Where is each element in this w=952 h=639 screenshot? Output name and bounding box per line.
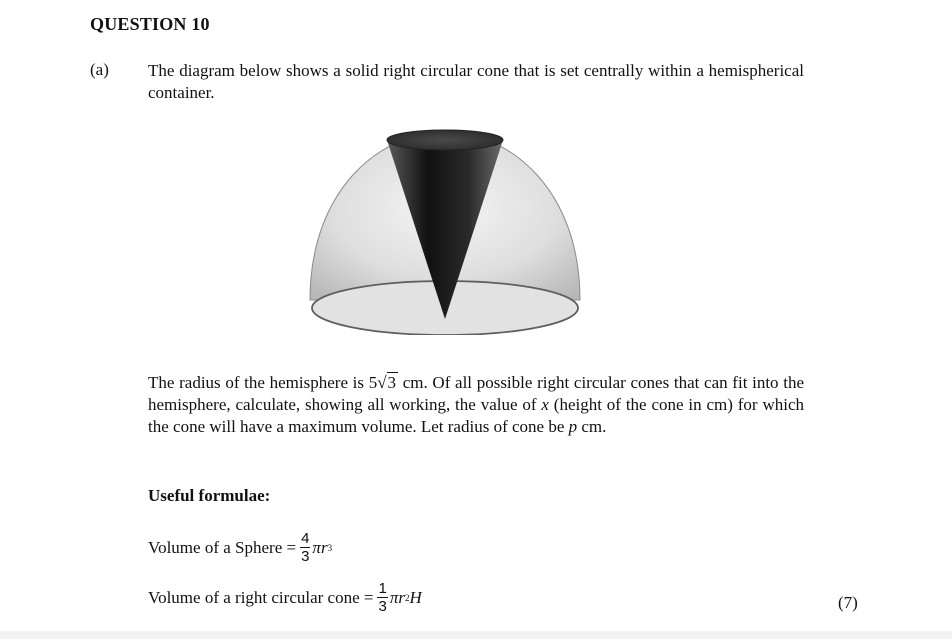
part-label: (a) (90, 60, 109, 79)
cone-height-var: H (409, 587, 422, 607)
problem-paragraph (148, 372, 804, 438)
sphere-denominator: 3 (301, 548, 310, 565)
marks-label: (7) (838, 593, 858, 612)
radius-coefficient: 5 (368, 373, 378, 392)
cone-denominator: 3 (378, 598, 387, 615)
text-after-x: (height of the cone in cm) for which the cone will have a maximum volume. Let radius of cone be (148, 395, 804, 436)
text-end: cm. (577, 417, 607, 436)
cone-fraction (377, 580, 387, 615)
cone-exponent: 2 (404, 592, 410, 603)
cone-numerator: 1 (378, 580, 387, 597)
formulae-heading: Useful formulae: (148, 486, 271, 505)
sphere-pi-r: πr (312, 537, 328, 557)
radius-radicand: 3 (387, 373, 397, 392)
variable-x: x (541, 395, 549, 414)
cone-top (387, 130, 503, 150)
variable-p: p (568, 417, 578, 436)
sphere-numerator: 4 (301, 530, 310, 547)
radical-sign: √ (377, 373, 387, 392)
hemisphere-cone-diagram (300, 120, 590, 335)
sphere-label: Volume of a Sphere = (148, 537, 297, 557)
text-after-radius: cm. Of all possible right circular cones that can fit into the hemisphere, calculate, showing all working, the value of (148, 373, 804, 414)
question-title: QUESTION 10 (90, 14, 210, 34)
sphere-fraction (300, 530, 310, 565)
cone-label: Volume of a right circular cone = (148, 587, 374, 607)
cone-pi-r: πr (389, 587, 405, 607)
text-before-radius: The radius of the hemisphere is (148, 373, 369, 392)
page-bottom-strip (0, 631, 952, 639)
sphere-exponent: 3 (327, 542, 333, 553)
intro-paragraph: The diagram below shows a solid right circular cone that is set centrally within a hemispherical container. (148, 61, 804, 102)
sphere-volume-formula (148, 530, 332, 565)
cone-volume-formula (148, 580, 422, 615)
